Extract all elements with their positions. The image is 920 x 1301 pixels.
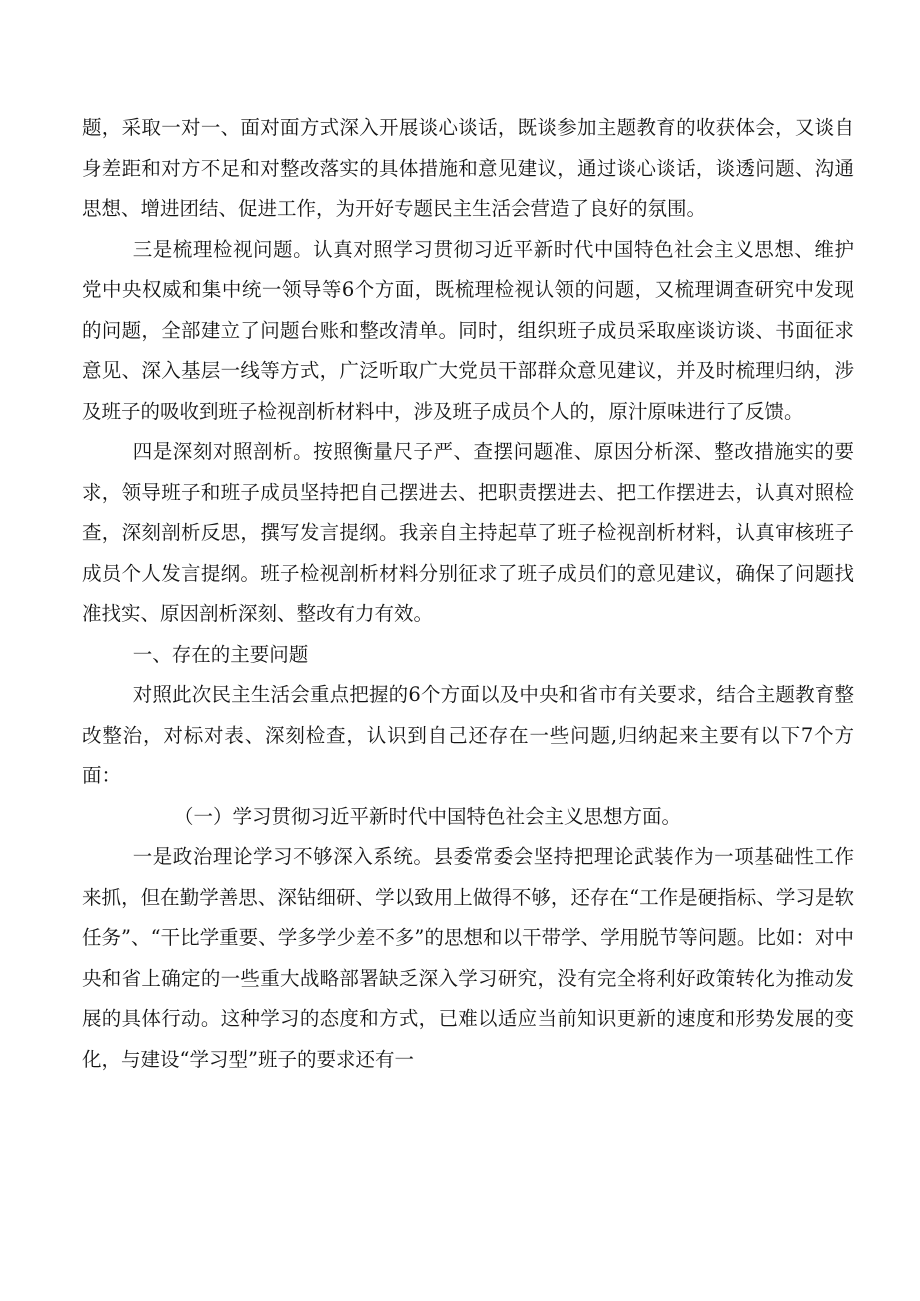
subsection-heading-study: （一）学习贯彻习近平新时代中国特色社会主义思想方面。 [174, 804, 682, 828]
section-heading-main-problems: 一、存在的主要问题 [132, 642, 309, 666]
paragraph-continuation: 题，采取一对一、面对面方式深入开展谈心谈话，既谈参加主题教育的收获体会，又谈自身差距和对方不足和对整改落实的具体措施和意见建议，通过谈心谈话，谈透问题、沟通思想、增进团结、促进工作，为开好专题民主生活会营造了良好的氛围。 [82, 116, 854, 220]
paragraph-problems-overview: 对照此次民主生活会重点把握的6个方面以及中央和省市有关要求，结合主题教育整改整治，对标对表、深刻检查，认识到自己还存在一些问题,归纳起来主要有以下7个方面： [82, 683, 854, 787]
paragraph-review-issues: 三是梳理检视问题。认真对照学习贯彻习近平新时代中国特色社会主义思想、维护党中央权威和集中统一领导等6个方面，既梳理检视认领的问题，又梳理调查研究中发现的问题，全部建立了问题台账和整改清单。同时，组织班子成员采取座谈访谈、书面征求意见、深入基层一线等方式，广泛听取广大党员干部群众意见建议，并及时梳理归纳，涉及班子的吸收到班子检视剖析材料中，涉及班子成员个人的，原汁原味进行了反馈。 [82, 237, 854, 423]
paragraph-theory-study: 一是政治理论学习不够深入系统。县委常委会坚持把理论武装作为一项基础性工作来抓，但在勤学善思、深钻细研、学以致用上做得不够，还存在“工作是硬指标、学习是软任务”、“干比学重要、学多学少差不多”的思想和以干带学、学用脱节等问题。比如：对中央和省上确定的一些重大战略部署缺乏深入学习研究，没有完全将利好政策转化为推动发展的具体行动。这种学习的态度和方式，已难以适应当前知识更新的速度和形势发展的变化，与建设“学习型”班子的要求还有一 [82, 845, 854, 1071]
paragraph-self-analysis: 四是深刻对照剖析。按照衡量尺子严、查摆问题准、原因分析深、整改措施实的要求，领导班子和班子成员坚持把自己摆进去、把职责摆进去、把工作摆进去，认真对照检查，深刻剖析反思，撰写发言提纲。我亲自主持起草了班子检视剖析材料，认真审核班子成员个人发言提纲。班子检视剖析材料分别征求了班子成员们的意见建议，确保了问题找准找实、原因剖析深刻、整改有力有效。 [82, 440, 854, 625]
